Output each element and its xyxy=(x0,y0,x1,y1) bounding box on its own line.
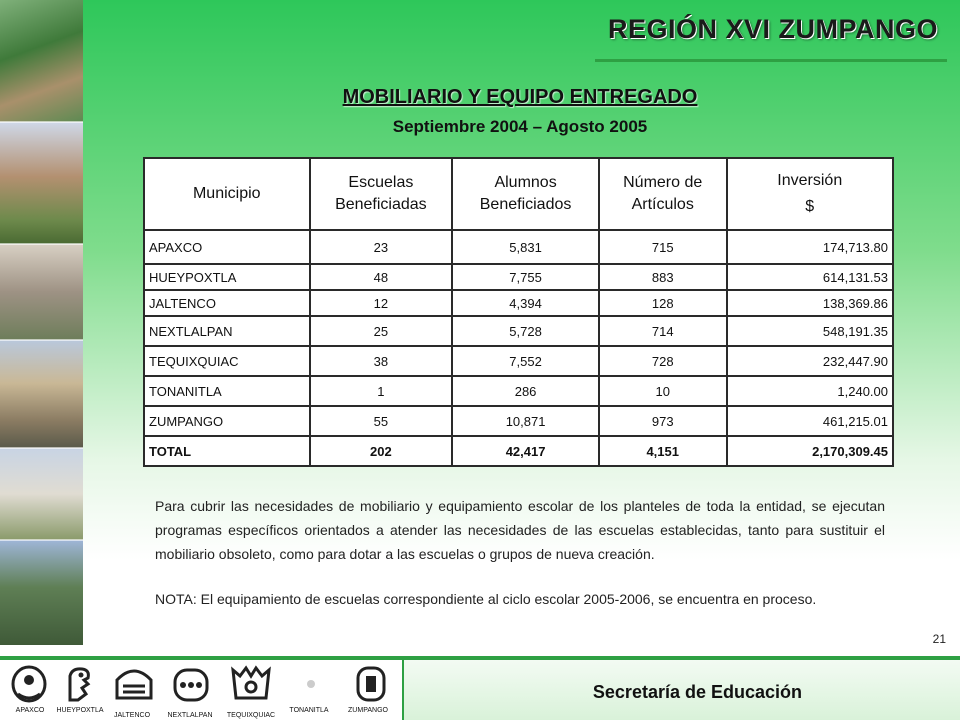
description-paragraph: Para cubrir las necesidades de mobiliario y equipamiento escolar de los planteles de toda la entidad, se ejecutan programas específicos orientados a atender las necesidades de las escuelas establecidas, tanto para sustituir el mobiliario obsoleto, como para dotar a las escuelas o grupos de nueva creación. xyxy=(155,498,885,562)
cell-escuelas: 23 xyxy=(310,230,453,264)
cell-alumnos: 5,831 xyxy=(452,230,599,264)
cell-alumnos: 10,871 xyxy=(452,406,599,436)
tequixquiac-glyph-icon xyxy=(230,664,272,704)
cell-alumnos: 4,394 xyxy=(452,290,599,316)
cell-inversion: 174,713.80 xyxy=(727,230,893,264)
cell-total-escuelas: 202 xyxy=(310,436,453,466)
cell-articulos: 714 xyxy=(599,316,727,346)
cell-escuelas: 1 xyxy=(310,376,453,406)
note-paragraph: NOTA: El equipamiento de escuelas correspondiente al ciclo escolar 2005-2006, se encuentra en proceso. xyxy=(155,591,817,607)
cell-inversion: 1,240.00 xyxy=(727,376,893,406)
page-subtitle: Septiembre 2004 – Agosto 2005 xyxy=(392,117,648,136)
cell-municipio: ZUMPANGO xyxy=(144,406,310,436)
cell-articulos: 728 xyxy=(599,346,727,376)
cell-inversion: 461,215.01 xyxy=(727,406,893,436)
photo-park xyxy=(0,448,83,540)
cell-total-inversion: 2,170,309.45 xyxy=(727,436,893,466)
photo-divider xyxy=(0,121,83,123)
photo-divider xyxy=(0,243,83,245)
cell-total-articulos: 4,151 xyxy=(599,436,727,466)
table-row xyxy=(144,290,893,316)
cell-municipio: TEQUIXQUIAC xyxy=(144,346,310,376)
logo-label-zumpango: ZUMPANGO xyxy=(348,707,388,714)
hueypoxtla-glyph-icon xyxy=(58,664,100,704)
header-inversion-label: Inversión xyxy=(777,172,843,189)
cell-municipio: NEXTLALPAN xyxy=(144,316,310,346)
header-alumnos: Alumnos Beneficiados xyxy=(452,158,599,230)
apaxco-glyph-icon xyxy=(8,664,50,704)
cell-escuelas: 38 xyxy=(310,346,453,376)
header-escuelas: Escuelas Beneficiadas xyxy=(310,158,453,230)
photo-cathedral xyxy=(0,340,83,448)
cell-inversion: 138,369.86 xyxy=(727,290,893,316)
zumpango-glyph-icon xyxy=(350,664,392,704)
cell-municipio: JALTENCO xyxy=(144,290,310,316)
table-total-row xyxy=(144,436,893,466)
logo-label-tonanitla: TONANITLA xyxy=(289,707,329,714)
cell-articulos: 10 xyxy=(599,376,727,406)
cell-total-label: TOTAL xyxy=(144,436,310,466)
secretaria-label: Secretaría de Educación xyxy=(592,682,802,702)
cell-articulos: 973 xyxy=(599,406,727,436)
header-municipio: Municipio xyxy=(144,158,310,230)
photo-kiosk xyxy=(0,540,83,645)
logo-label-tequixquiac: TEQUIXQUIAC xyxy=(226,712,276,719)
cell-alumnos: 5,728 xyxy=(452,316,599,346)
header-inversion-unit: $ xyxy=(805,198,815,215)
cell-municipio: HUEYPOXTLA xyxy=(144,264,310,290)
jaltenco-glyph-icon xyxy=(113,664,155,704)
region-underline xyxy=(595,59,947,62)
page-number: 21 xyxy=(932,632,946,646)
page-title: MOBILIARIO Y EQUIPO ENTREGADO xyxy=(342,86,698,108)
header-articulos: Número de Artículos xyxy=(599,158,727,230)
logo-label-hueypoxtla: HUEYPOXTLA xyxy=(56,707,104,714)
cell-escuelas: 12 xyxy=(310,290,453,316)
cell-inversion: 548,191.35 xyxy=(727,316,893,346)
nextlalpan-glyph-icon xyxy=(170,664,212,704)
photo-divider xyxy=(0,447,83,449)
cell-alumnos: 286 xyxy=(452,376,599,406)
table-row xyxy=(144,406,893,436)
cell-municipio: TONANITLA xyxy=(144,376,310,406)
cell-escuelas: 55 xyxy=(310,406,453,436)
table-row xyxy=(144,346,893,376)
table-row xyxy=(144,230,893,264)
photo-strip xyxy=(0,0,83,645)
photo-divider xyxy=(0,339,83,341)
cell-articulos: 883 xyxy=(599,264,727,290)
cell-alumnos: 7,755 xyxy=(452,264,599,290)
table-row xyxy=(144,316,893,346)
cell-inversion: 232,447.90 xyxy=(727,346,893,376)
header-inversion xyxy=(727,158,893,230)
photo-divider xyxy=(0,539,83,541)
cell-escuelas: 48 xyxy=(310,264,453,290)
logo-label-nextlalpan: NEXTLALPAN xyxy=(167,712,213,719)
table-row xyxy=(144,264,893,290)
data-table xyxy=(143,157,894,467)
region-title: REGIÓN XVI ZUMPANGO xyxy=(607,14,938,44)
photo-aqueduct xyxy=(0,244,83,340)
logo-label-apaxco: APAXCO xyxy=(15,707,45,714)
cell-escuelas: 25 xyxy=(310,316,453,346)
photo-church xyxy=(0,122,83,244)
logo-label-jaltenco: JALTENCO xyxy=(113,712,151,719)
photo-plaza xyxy=(0,0,83,122)
table-header-row xyxy=(144,158,893,230)
cell-municipio: APAXCO xyxy=(144,230,310,264)
cell-total-alumnos: 42,417 xyxy=(452,436,599,466)
cell-articulos: 128 xyxy=(599,290,727,316)
tonanitla-glyph-icon xyxy=(290,664,332,704)
table-row xyxy=(144,376,893,406)
cell-alumnos: 7,552 xyxy=(452,346,599,376)
cell-articulos: 715 xyxy=(599,230,727,264)
cell-inversion: 614,131.53 xyxy=(727,264,893,290)
